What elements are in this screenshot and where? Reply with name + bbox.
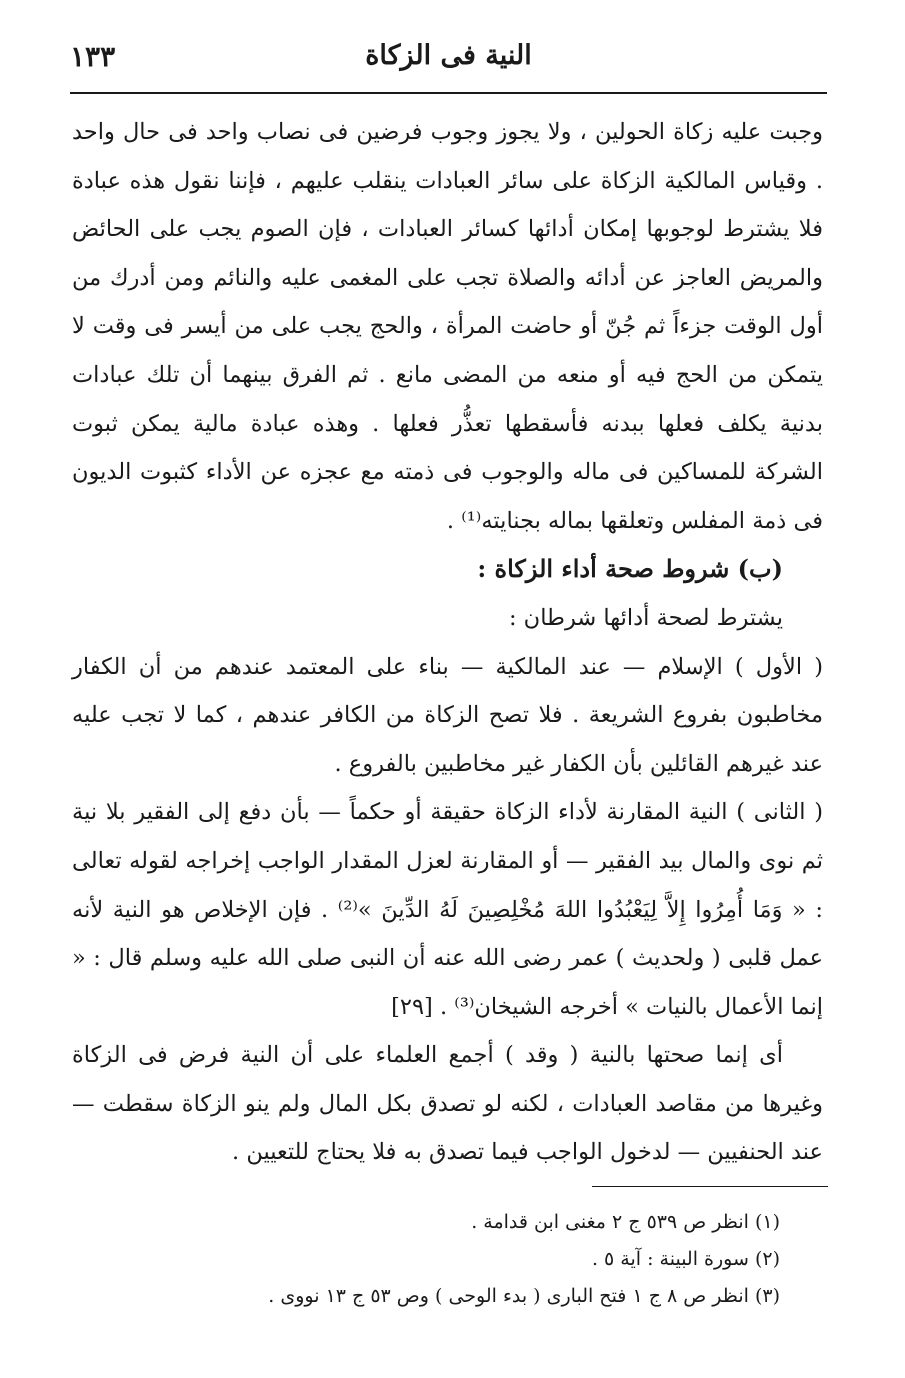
footnote-rule: [592, 1186, 828, 1187]
running-title: النية فى الزكاة: [365, 40, 532, 71]
paragraph: يشترط لصحة أدائها شرطان :: [508, 604, 783, 631]
paragraph: ( الثانى ) النية المقارنة لأداء الزكاة حقيقة أو حكماً — بأن دفع إلى الفقير بلا نية ثم نوى والمال بيد الفقير — أو المقارنة لعزل المقدار الواجب إخراجه لقوله تعالى : « وَمَا أُمِرُوا إِلاَّ لِيَعْبُدُوا اللهَ مُخْلِصِينَ لَهُ الدِّينَ »⁽²⁾ . فإن الإخلاص هو النية لأنه عمل قلبى ( ولحديث ) عمر رضى الله عنه أن النبى صلى الله عليه وسلم قال : « إنما الأعمال بالنيات » أخرجه الشيخان⁽³⁾ . [٢٩]: [72, 799, 823, 1020]
footnotes: [150, 1204, 780, 1315]
paragraph: وجبت عليه زكاة الحولين ، ولا يجوز وجوب فرضين فى نصاب واحد فى حال واحد . وقياس المالكية الزكاة على سائر العبادات ينقلب عليهم ، فإننا نقول هذه عبادة فلا يشترط لوجوبها إمكان أدائها كسائر العبادات ، فإن الصوم يجب على الحائض والمريض العاجز عن أدائه والصلاة تجب على المغمى عليه والنائم ومن أدرك من أول الوقت جزءاً ثم جُنّ أو حاضت المرأة ، والحج يجب على من أيسر فى وقت لا يتمكن من الحج فيه أو منعه من المضى مانع . ثم الفرق بينهما أن تلك عبادات بدنية يكلف فعلها ببدنه فأسقطها تعذُّر فعلها . وهذه عبادة مالية يمكن ثبوت الشركة للمساكين فى ماله والوجوب فى ذمته مع عجزه عن الأداء كثبوت الديون فى ذمة المفلس وتعلقها بماله بجنايته⁽¹⁾ .: [72, 119, 823, 534]
paragraph: أى إنما صحتها بالنية ( وقد ) أجمع العلماء على أن النية فرض فى الزكاة وغيرها من مقاصد العبادات ، لكنه لو تصدق بكل المال ولم ينو الزكاة سقطت — عند الحنفيين — لدخول الواجب فيما تصدق به فلا يحتاج للتعيين .: [72, 1042, 823, 1166]
section-heading: (ب) شروط صحة أداء الزكاة :: [477, 554, 783, 584]
page-header: [70, 40, 827, 80]
paragraph: ( الأول ) الإسلام — عند المالكية — بناء على المعتمد عندهم من أن الكفار مخاطبون بفروع الشريعة . فلا تصح الزكاة من الكافر عندهم ، كما لا تجب عليه عند غيرهم القائلين بأن الكفار غير مخاطبين بالفروع .: [72, 653, 823, 777]
footnote: (٢) سورة البينة : آية ٥ .: [591, 1248, 780, 1270]
footnote: (١) انظر ص ٥٣٩ ج ٢ مغنى ابن قدامة .: [471, 1211, 780, 1233]
main-text: [72, 108, 823, 1177]
header-rule: [70, 92, 827, 94]
footnote: (٣) انظر ص ٨ ج ١ فتح البارى ( بدء الوحى ) وص ٥٣ ج ١٣ نووى .: [268, 1285, 780, 1307]
page-number: ١٣٣: [70, 40, 116, 73]
